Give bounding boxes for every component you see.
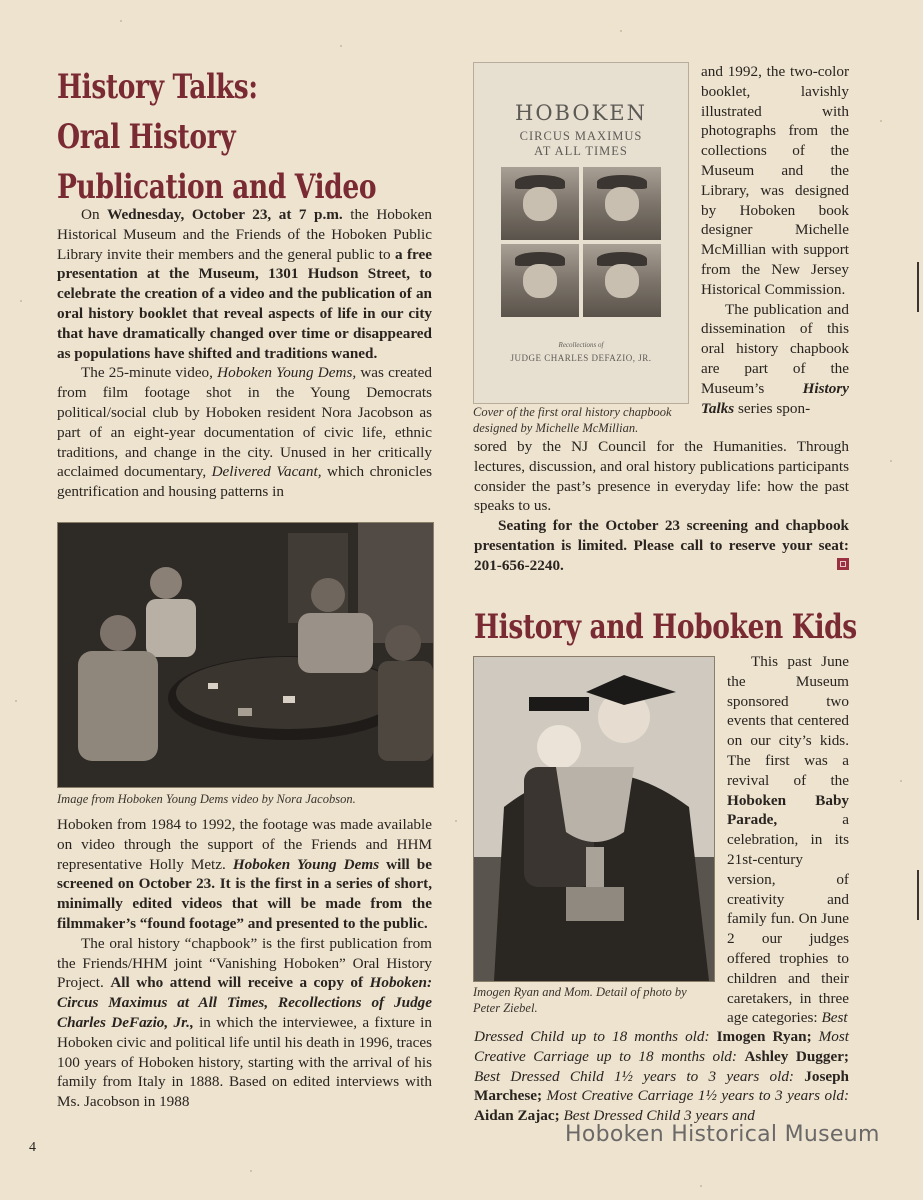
portrait (501, 167, 579, 240)
paragraph (727, 652, 849, 1028)
headline-line: History Talks: (57, 67, 258, 107)
text-run: video by Nora Jacobson. (228, 792, 356, 806)
text-run: All who attend will receive a copy of (110, 974, 370, 992)
text-run: Wednesday, October 23, at 7 p.m. (107, 206, 343, 223)
text-run: Best Dressed Child 3 years and (559, 1107, 755, 1125)
cover-subtitle (474, 129, 688, 159)
text-run: series spon- (734, 399, 811, 417)
column-two-wide (474, 437, 849, 576)
binding-mark (917, 262, 919, 312)
portrait (501, 244, 579, 317)
text-run: which chronicles gentrification and housing patterns in (57, 463, 432, 501)
paragraph (57, 934, 432, 1112)
card-game-illustration (58, 523, 433, 787)
cover-subtitle-line: AT ALL TIMES (534, 144, 628, 158)
young-dems-caption (57, 791, 432, 807)
text-run: This past June the Museum sponsored two events that centered on our city’s kids. The first was a revival of the (727, 653, 849, 789)
text-run: Hoboken Young Dems, (217, 364, 357, 382)
text-run: Seating for the October 23 screening and chapbook presentation is limited. Please call to reserve your seat: 201-656-2240. (474, 517, 849, 574)
end-of-article-icon (837, 558, 849, 570)
text-run: Most Creative Carriage up to 18 months old: (474, 1028, 850, 1065)
text-run: Aidan Zajac; (474, 1107, 560, 1125)
paragraph (701, 62, 849, 300)
text-run: will be screened on October 23. It is the first in a series of short, minimally edited videos that will be made from the filmmaker’s “found footage” and presented to the public. (57, 855, 432, 932)
headline-history-talks (57, 62, 376, 212)
text-run: On (81, 206, 108, 223)
trophy-illustration (474, 657, 714, 981)
text-run: Ashley Dugger; (744, 1047, 849, 1065)
text-run: in which the interviewee, a fixture in Hoboken civic and political life until his death in 1996, traces 100 years of Hoboken history, starting with the arrival of his family from Italy in 1888. Based on edited interviews with Ms. Jacobson in 1988 (57, 1013, 432, 1111)
text-run: sored by the NJ Council for the Humanities. Through lectures, discussion, and oral history publications participants consider the past’s presence in everyday life: how the past speaks to us. (474, 438, 849, 515)
text-run: Joseph Marchese; (474, 1067, 849, 1105)
text-run: the Hoboken Historical Museum and the Friends of the Hoboken Public Library invite their members and the general public to (57, 206, 432, 263)
text-run: Delivered Vacant, (211, 463, 322, 481)
text-run: The publication and dissemination of this oral history chapbook are part of the Museum’s (701, 300, 849, 397)
paragraph (474, 516, 849, 575)
cover-recollections: Recollections of (558, 341, 604, 349)
paragraph (57, 205, 432, 363)
text-run: The oral history “chapbook” is the first publication from the Friends/HHM joint “Vanishing Hoboken” Oral History Project. (57, 934, 432, 992)
cover-title: HOBOKEN (515, 101, 647, 125)
imogen-caption: Imogen Ryan and Mom. Detail of photo by Peter Ziebel. (473, 985, 687, 1015)
text-run: Hoboken from 1984 to 1992, the footage was made available on video through the support of the Friends and HHM representative Holly Metz. (57, 816, 432, 873)
text-run: History Talks (701, 379, 849, 417)
text-run: Best (821, 1009, 848, 1027)
text-run: Most Creative Carriage 1½ years to 3 years old: (542, 1087, 849, 1105)
text-run: Best Dressed Child 1½ years to 3 years old: (474, 1067, 805, 1085)
text-run: Hoboken Baby Parade, (727, 791, 849, 829)
text-run: Imogen Ryan; (716, 1028, 812, 1045)
paragraph (474, 437, 849, 516)
museum-watermark: Hoboken Historical Museum (565, 1122, 880, 1147)
text-run: a free presentation at the Museum, 1301 Hudson Street, to celebrate the creation of a video and the publication of an oral history booklet that reveal aspects of life in our city that have dramatically changed over time or disappeared as populations have shifted and traditions waned. (57, 245, 432, 362)
text-run: Image from (57, 792, 118, 806)
text-run: Hoboken Young Dems (232, 855, 380, 873)
headline-line: Oral History (57, 117, 236, 157)
column-two-narrow (701, 62, 849, 418)
text-run: The 25-minute video, (81, 364, 218, 382)
text-run: a celebration, in its 21st-century version, of creativity and family fun. On June 2 our judges offered trophies to children and their caretakers, in three age categories: (727, 811, 849, 1027)
page-number: 4 (29, 1140, 36, 1155)
text-run: and 1992, the two-color booklet, lavishly illustrated with photographs from the collections of the Museum and the Library, was designed by Hoboken book designer Michelle McMillian with support from the New Jersey Historical Commission. (701, 63, 849, 298)
young-dems-photo (57, 522, 434, 788)
text-run: was created from film footage shot in the Young Democrats political/social club by Hoboken resident Nora Jacobson as part of an eight-year documentation of civic life, ethnic traditions, and change in the city. Unused in her critically acclaimed documentary, (57, 364, 432, 481)
paragraph (474, 1027, 849, 1126)
paragraph (701, 300, 849, 419)
cover-caption: Cover of the first oral history chapbook designed by Michelle McMillian. (473, 405, 672, 435)
binding-mark (917, 870, 919, 920)
headline-history-kids: History and Hoboken Kids (474, 607, 857, 647)
imogen-ryan-photo (473, 656, 715, 982)
chapbook-cover (473, 62, 689, 404)
headline-line: Publication and Video (57, 167, 377, 207)
portrait (583, 244, 661, 317)
article-body-top (57, 205, 432, 502)
article-body-bottom (57, 815, 432, 1112)
kids-body-wide (474, 1027, 849, 1126)
text-run: Dressed Child up to 18 months old: (474, 1028, 717, 1045)
text-run: Hoboken Young Dems (117, 792, 229, 806)
cover-subtitle-line: CIRCUS MAXIMUS (519, 129, 643, 143)
paragraph (57, 815, 432, 934)
portrait (583, 167, 661, 240)
cover-author: JUDGE CHARLES DEFAZIO, JR. (510, 353, 652, 363)
cover-portrait-grid (501, 167, 661, 317)
kids-body-narrow (727, 652, 849, 1028)
text-run: Hoboken: Circus Maximus at All Times, Recollections of Judge Charles DeFazio, Jr., (57, 974, 433, 1031)
paragraph (57, 363, 432, 502)
